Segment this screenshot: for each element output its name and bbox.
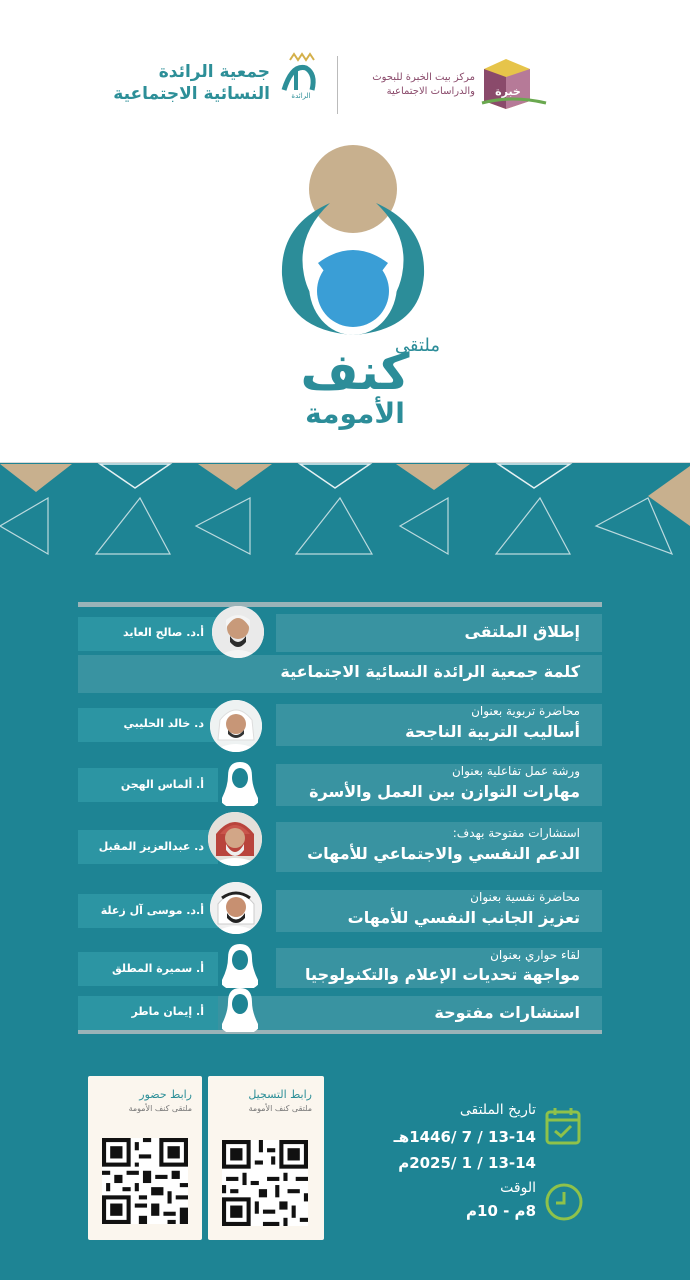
khibra-logo-text: خبرة: [495, 85, 521, 98]
man-speaker-avatar: [212, 606, 264, 658]
org-name-line2: النسائية الاجتماعية: [113, 84, 270, 104]
date-label: تاريخ الملتقى: [459, 1102, 536, 1118]
woman-speaker-icon: [214, 758, 266, 810]
man-speaker-avatar: [210, 700, 262, 752]
khibra-name-line1: مركز بيت الخبرة للبحوث: [372, 72, 475, 83]
agenda-title-3: مهارات التوازن بين العمل والأسرة: [309, 782, 580, 801]
attend-qr-title: رابط حضور: [139, 1088, 192, 1101]
header: [0, 0, 690, 462]
date-gregorian: 13-14 / 1 /2025م: [398, 1154, 536, 1172]
agenda-sub-6: لقاء حواري بعنوان: [490, 948, 580, 962]
agenda-title-4: الدعم النفسي والاجتماعي للأمهات: [307, 844, 580, 863]
raeda-logo: [272, 52, 330, 106]
event-logo: [270, 145, 440, 435]
agenda-title-7: استشارات مفتوحة: [434, 1003, 580, 1022]
agenda-title-2: أساليب التربية الناجحة: [405, 722, 580, 741]
agenda-title-5: تعزيز الجانب النفسي للأمهات: [347, 908, 580, 927]
khibra-name-line2: والدراسات الاجتماعية: [386, 86, 475, 97]
speaker-name-2: د. خالد الحليبي: [123, 717, 204, 730]
agenda-title-6: مواجهة تحديات الإعلام والتكنولوجيا: [305, 965, 580, 984]
agenda-title-1: كلمة جمعية الرائدة النسائية الاجتماعية: [280, 662, 580, 681]
attend-qr-card[interactable]: [88, 1076, 202, 1240]
org-name-line1: جمعية الرائدة: [158, 62, 270, 82]
time-value: 8م - 10م: [466, 1202, 536, 1220]
attend-qr-subtitle: ملتقى كنف الأمومة: [128, 1104, 192, 1113]
event-logo-pre: ملتقى: [394, 335, 440, 356]
agenda-panel: [0, 462, 690, 1280]
speaker-name-0: أ.د. صالح العايد: [123, 626, 204, 639]
speaker-name-4: د. عبدالعزيز المقبل: [98, 840, 204, 853]
register-qr-subtitle: ملتقى كنف الأمومة: [248, 1104, 312, 1113]
raeda-logo-text: الرائدة: [291, 92, 311, 100]
date-hijri: 13-14 / 7 /1446هـ: [393, 1128, 536, 1146]
decorative-pattern: [0, 462, 690, 562]
register-qr-code[interactable]: [222, 1140, 308, 1226]
register-qr-card[interactable]: [208, 1076, 324, 1240]
calendar-check-icon: [544, 1106, 582, 1146]
speaker-name-5: أ.د. موسى آل زعلة: [100, 904, 204, 917]
agenda-title-0: إطلاق الملتقى: [464, 622, 580, 641]
speaker-name-3: أ. ألماس الهجن: [120, 778, 204, 791]
header-divider: [337, 56, 338, 114]
agenda-sub-5: محاضرة نفسية بعنوان: [470, 890, 580, 904]
man-speaker-avatar: [210, 882, 262, 934]
event-logo-main: كنف: [300, 343, 410, 401]
register-qr-title: رابط التسجيل: [248, 1088, 312, 1101]
khibra-logo: [478, 55, 548, 111]
clock-icon: [544, 1182, 584, 1222]
agenda-sub-4: استشارات مفتوحة بهدف:: [452, 826, 580, 840]
agenda-top-rule: [78, 602, 602, 607]
agenda-bottom-rule: [78, 1030, 602, 1034]
attend-qr-code[interactable]: [102, 1138, 188, 1224]
time-label: الوقت: [500, 1180, 536, 1196]
speaker-name-6: أ. سميرة المطلق: [111, 962, 204, 975]
event-logo-sub: الأمومة: [305, 397, 405, 430]
speaker-name-7: أ. إيمان ماطر: [131, 1005, 204, 1018]
mother-child-emblem: [270, 145, 440, 345]
man-speaker-avatar: [208, 812, 262, 866]
agenda-sub-3: ورشة عمل تفاعلية بعنوان: [451, 764, 580, 778]
agenda-sub-2: محاضرة تربوية بعنوان: [471, 704, 580, 718]
woman-speaker-icon: [214, 984, 266, 1036]
